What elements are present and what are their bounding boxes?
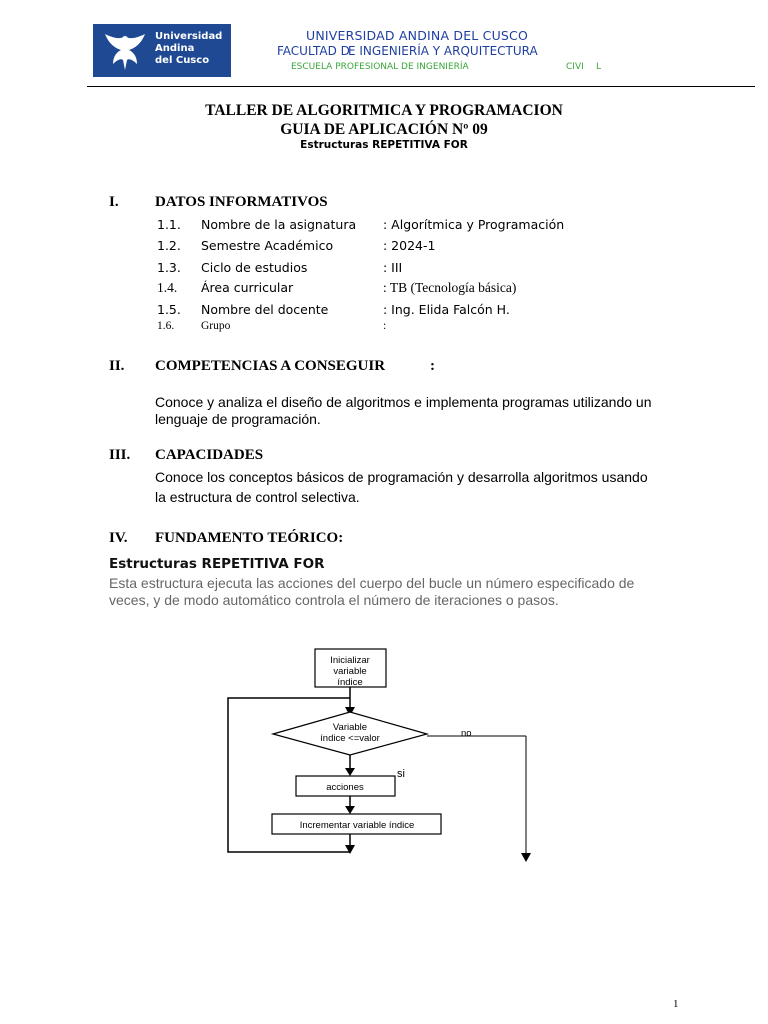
datos-row-label: Grupo <box>201 320 231 332</box>
datos-row-value: : Algorítmica y Programación <box>383 217 565 232</box>
section-title-competencias: COMPETENCIAS A CONSEGUIR <box>155 358 386 374</box>
datos-row-number: 1.3. <box>157 260 181 275</box>
datos-row-value: : Ing. Elida Falcón H. <box>383 302 510 317</box>
datos-row-label: Área curricular <box>201 280 294 295</box>
datos-row-number: 1.4. <box>157 280 178 295</box>
increment-text: Incrementar variable índice <box>299 820 415 831</box>
capacidades-text-line: la estructura de control selectiva. <box>155 489 360 505</box>
logo-text-line: Universidad <box>155 31 223 42</box>
datos-row-value: : III <box>383 260 403 275</box>
document-title: TALLER DE ALGORITMICA Y PROGRAMACION <box>205 102 563 119</box>
datos-row-number: 1.6. <box>157 320 175 332</box>
arrow-head <box>345 806 355 814</box>
section-number: IV. <box>109 530 128 546</box>
init-box-text: índice <box>337 677 363 688</box>
decision-text: índice <=valor <box>320 733 380 744</box>
competencias-text-line: Conoce y analiza el diseño de algoritmos e implementa programas utilizando un <box>155 394 652 410</box>
page-number: 1 <box>673 998 679 1010</box>
section-title-fundamento: FUNDAMENTO TEÓRICO: <box>155 530 344 546</box>
capacidades-text-line: Conoce los conceptos básicos de programación y desarrolla algoritmos usando <box>155 469 648 485</box>
init-box-text: variable <box>333 666 367 677</box>
datos-row-label: Nombre del docente <box>201 302 329 317</box>
school-civil-part2: L <box>596 62 602 72</box>
section-title-capacidades: CAPACIDADES <box>155 447 264 463</box>
fundamento-subtitle: Estructuras REPETITIVA FOR <box>109 556 325 572</box>
section-title-datos: DATOS INFORMATIVOS <box>155 194 328 210</box>
fundamento-description-line: Esta estructura ejecuta las acciones del cuerpo del bucle un número especificado de <box>109 575 635 591</box>
university-name: UNIVERSIDAD ANDINA DEL CUSCO <box>306 28 529 43</box>
logo-text-line: Andina <box>155 43 195 54</box>
datos-row-label: Semestre Académico <box>201 238 334 253</box>
document-subtitle: Estructuras REPETITIVA FOR <box>300 139 468 151</box>
faculty-name-part2: E INGENIERÍA Y ARQUITECTURA <box>348 44 538 58</box>
decision-text: Variable <box>332 722 368 733</box>
section-colon: : <box>430 358 435 374</box>
datos-row-number: 1.5. <box>157 302 181 317</box>
section-number: II. <box>109 358 125 374</box>
datos-row-value: : 2024-1 <box>383 238 436 253</box>
school-civil-part1: CIVI <box>566 62 584 72</box>
datos-row-label: Ciclo de estudios <box>201 260 308 275</box>
actions-text: acciones <box>326 782 364 793</box>
section-number: III. <box>109 447 131 463</box>
arrow-head <box>345 768 355 776</box>
arrow-head <box>521 853 531 862</box>
si-label: si <box>397 768 405 780</box>
fundamento-description-line: veces, y de modo automático controla el número de iteraciones o pasos. <box>109 592 559 608</box>
datos-row-number: 1.2. <box>157 238 181 253</box>
logo-text-line: del Cusco <box>155 55 210 66</box>
datos-row-value: : <box>383 320 387 332</box>
no-label: no <box>461 728 472 739</box>
datos-row-label: Nombre de la asignatura <box>201 217 357 232</box>
competencias-text-line: lenguaje de programación. <box>155 411 321 427</box>
datos-row-number: 1.1. <box>157 217 181 232</box>
guide-number: GUIA DE APLICACIÓN Nº 09 <box>280 121 488 138</box>
faculty-name-part1: FACULTAD D <box>277 44 350 58</box>
section-number: I. <box>109 194 119 210</box>
school-name: ESCUELA PROFESIONAL DE INGENIERÍA <box>291 62 469 72</box>
init-box-text: Inicializar <box>330 655 370 666</box>
datos-row-value: : TB (Tecnología básica) <box>383 280 517 295</box>
